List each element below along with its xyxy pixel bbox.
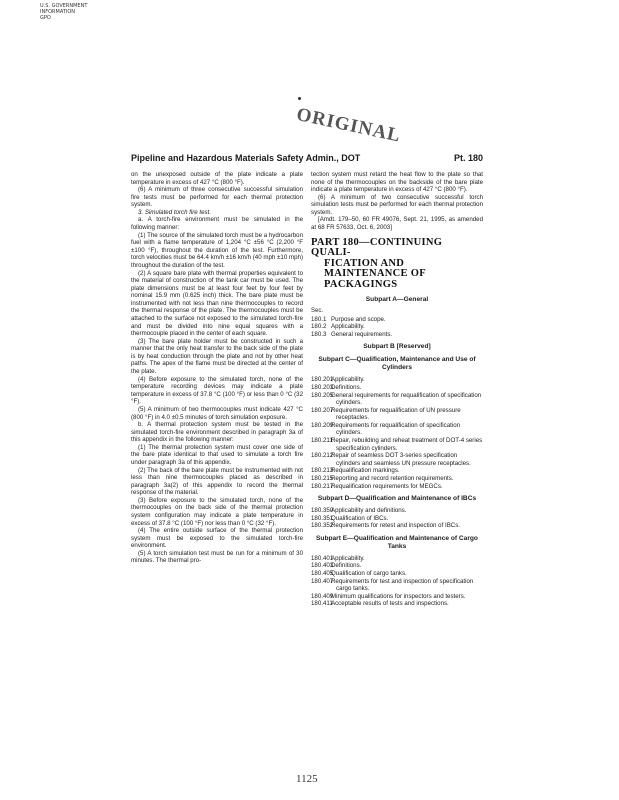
- section-title: Requirements for requalification of UN pressure receptacles.: [331, 406, 461, 422]
- section-number: 180.403: [311, 562, 334, 570]
- section-number: 180.212: [311, 452, 334, 460]
- stamp-line: GPO: [40, 15, 51, 21]
- page-number: 1125: [296, 773, 318, 785]
- section-title: Applicability and definitions.: [331, 507, 407, 515]
- part-title: [311, 238, 483, 291]
- section-number: 180.215: [311, 474, 334, 482]
- part-title-rest: FICATION AND MAINTENANCE OF PACKAGINGS: [324, 257, 426, 290]
- section-entry[interactable]: [311, 600, 483, 608]
- paragraph: (4) Before exposure to the simulated torch, none of the temperature recording devices may indicate a plate temperature in excess of 37.8 °C (100 °F) or less than 0 °C (32 °F).: [131, 375, 303, 406]
- section-number: 180.407: [311, 577, 334, 585]
- section-title: Requalification requirements for MEGCs.: [331, 482, 443, 490]
- section-entry[interactable]: [311, 452, 483, 467]
- paragraph: (2) The back of the bare plate must be instrumented with not less than nine thermocouples placed as described in paragraph 3a(2) of this appendix to record the thermal response of the material.: [131, 466, 303, 497]
- stamp-line: INFORMATION: [40, 9, 76, 15]
- section-entry[interactable]: [311, 376, 483, 384]
- paragraph: b. A thermal protection system must be tested in the simulated torch-fire environment described in paragraph 3a of this appendix in the following manner:: [131, 421, 303, 444]
- part-title-first: —CONTINUING QUALI-: [311, 236, 443, 259]
- section-number: 180.217: [311, 482, 334, 490]
- section-title: Requirements for requalification of specification cylinders.: [331, 421, 461, 437]
- section-title: Applicability.: [331, 323, 365, 331]
- section-title: Applicability.: [331, 376, 365, 384]
- section-number: 180.209: [311, 421, 334, 429]
- section-title: Definitions.: [331, 562, 362, 570]
- section-entry[interactable]: [311, 467, 483, 475]
- section-title: Reporting and record retention requirements.: [331, 474, 454, 482]
- section-title: Acceptable results of tests and inspections.: [331, 600, 449, 608]
- subpart-d-title: Subpart D—Qualification and Maintenance of IBCs: [317, 495, 477, 503]
- section-entry[interactable]: [311, 555, 483, 563]
- section-number: 180.205: [311, 391, 334, 399]
- section-number: 180.211: [311, 437, 333, 445]
- part-number: PART 180: [311, 236, 360, 248]
- paragraph: (3) Before exposure to the simulated torch, none of the thermocouples on the back side of the thermal protection system configuration may indicate a plate temperature in excess of 37.8 °C (100 °F) nor less than 0 °C (32 °F).: [131, 496, 303, 527]
- section-number: 180.213: [311, 467, 334, 475]
- section-number: 180.409: [311, 592, 334, 600]
- section-number: 180.2: [311, 323, 327, 331]
- government-info-stamp: [40, 3, 110, 21]
- amendment-citation: [Amdt. 179–50, 60 FR 49076, Sept. 21, 1995, as amended at 68 FR 57633, Oct. 6, 2003]: [311, 216, 483, 232]
- section-title: Purpose and scope.: [331, 315, 386, 323]
- section-entry[interactable]: [311, 422, 483, 437]
- section-entry[interactable]: [311, 515, 483, 523]
- section-entry[interactable]: [311, 323, 483, 331]
- subpart-c-title: Subpart C—Qualification, Maintenance and Use of Cylinders: [318, 356, 476, 372]
- paragraph: (6) A minimum of two consecutive successful torch simulation tests must be performed for each thermal protection system.: [311, 193, 483, 216]
- section-number: 180.3: [311, 330, 327, 338]
- paragraph: on the unexposed outside of the plate indicate a plate temperature in excess of 427 °C (800 °F).: [131, 171, 303, 186]
- section-entry[interactable]: [311, 316, 483, 324]
- section-title: Requirements for test and inspection of specification cargo tanks.: [331, 577, 474, 593]
- paragraph: (4) The entire outside surface of the thermal protection system must be exposed to the simulated torch-fire environment.: [131, 527, 303, 550]
- section-title: Qualification of IBCs.: [331, 514, 389, 522]
- paragraph: (1) The source of the simulated torch must be a hydrocarbon fuel with a flame temperature of 1,204 °C ±56 °C (2,200 °F ±100 °F), throughout the duration of the test. Furthermore, torch velocities must be 64.4 km/h ±16 km/h (40 mph ±10 mph) throughout the duration of the test.: [131, 231, 303, 269]
- right-column: [311, 171, 483, 608]
- section-title: Qualification of cargo tanks.: [331, 570, 407, 577]
- section-number: 180.352: [311, 522, 334, 530]
- running-header: [131, 153, 483, 165]
- header-part: Pt. 180: [453, 153, 483, 163]
- section-entry[interactable]: [311, 407, 483, 422]
- paragraph: (5) A minimum of two thermocouples must indicate 427 °C (800 °F) in 4.0 ±0.5 minutes of torch simulation exposure.: [131, 405, 303, 421]
- section-number: 180.350: [311, 507, 334, 515]
- section-entry[interactable]: [311, 475, 483, 483]
- section-title: Definitions.: [331, 384, 362, 392]
- section-title: General requirements.: [331, 330, 393, 338]
- stamp-line: U.S. GOVERNMENT: [40, 3, 88, 9]
- section-number: 180.1: [311, 315, 327, 323]
- header-title: Pipeline and Hazardous Materials Safety Admin., DOT: [131, 153, 361, 163]
- section-number: 180.201: [311, 376, 334, 384]
- subpart-e-title: Subpart E—Qualification and Maintenance of Cargo Tanks: [316, 534, 478, 550]
- subpart-a-title: Subpart A—General: [365, 296, 429, 304]
- section-number: 180.401: [311, 554, 334, 562]
- paragraph: a. A torch-fire environment must be simulated in the following manner:: [131, 216, 303, 232]
- section-entry[interactable]: [311, 578, 483, 593]
- section-entry[interactable]: [311, 593, 483, 601]
- section-number: 180.207: [311, 406, 334, 414]
- section-entry[interactable]: [311, 570, 483, 578]
- paragraph: (2) A square bare plate with thermal properties equivalent to the material of construction of the tank car must be used. The plate dimensions must be at least four feet by four feet by nominal 15.9 mm (0.625 inch) thick. The bare plate must be instrumented with not less than nine thermocouples to record the thermal response of the plate. The thermocouples must be attached to the surface not exposed to the simulated torch-fire and must be divided into nine equal squares with a thermocouple placed in the center of each square.: [131, 269, 303, 338]
- section-entry[interactable]: [311, 483, 483, 491]
- paragraph: (5) A torch simulation test must be run for a minimum of 30 minutes. The thermal pro-: [131, 549, 303, 565]
- left-column: [131, 171, 303, 565]
- section-entry[interactable]: [311, 384, 483, 392]
- paragraph-heading: 3. Simulated torch fire test.: [138, 208, 212, 216]
- section-title: Applicability.: [331, 554, 365, 562]
- section-number: 180.405: [311, 570, 334, 577]
- section-title: Repair, rebuilding and reheat treatment of DOT-4 series specification cylinders.: [331, 437, 483, 452]
- scan-mark: [298, 97, 301, 100]
- section-title: Minimum qualifications for inspectors and testers.: [331, 592, 466, 600]
- section-number: 180.411: [311, 600, 333, 608]
- section-entry[interactable]: [311, 437, 483, 452]
- paragraph: tection system must retard the heat flow to the plate so that none of the thermocouples on the backside of the bare plate indicate a plate temperature in excess of 427 °C (800 °F).: [311, 171, 483, 194]
- section-entry[interactable]: [311, 562, 483, 570]
- section-title: Requirements for retest and inspection of IBCs.: [331, 522, 461, 530]
- sec-label: Sec.: [311, 308, 324, 315]
- section-title: Requalification markings.: [331, 467, 400, 475]
- section-number: 180.203: [311, 384, 334, 392]
- section-title: Repair of seamless DOT 3-series specification cylinders and seamless UN pressure receptacles.: [331, 452, 471, 467]
- section-entry[interactable]: [311, 331, 483, 339]
- original-stamp: ORIGINAL: [294, 104, 403, 147]
- paragraph: (1) The thermal protection system must cover one side of the bare plate identical to that used to simulate a torch fire under paragraph 3a of this appendix.: [131, 443, 303, 466]
- paragraph: (3) The bare plate holder must be constructed in such a manner that the only heat transfer to the back side of the plate is by heat conduction through the plate and not by other heat paths. The apex of the flame must be directed at the center of the plate.: [131, 337, 303, 376]
- section-number: 180.351: [311, 514, 334, 522]
- paragraph: (6) A minimum of three consecutive successful simulation fire tests must be performed for each thermal protection system.: [131, 186, 303, 209]
- section-entry[interactable]: [311, 507, 483, 515]
- section-title: General requirements for requalification of specification cylinders.: [331, 391, 482, 407]
- subpart-b-title: Subpart B [Reserved]: [363, 343, 431, 351]
- section-entry[interactable]: [311, 522, 483, 530]
- section-entry[interactable]: [311, 392, 483, 407]
